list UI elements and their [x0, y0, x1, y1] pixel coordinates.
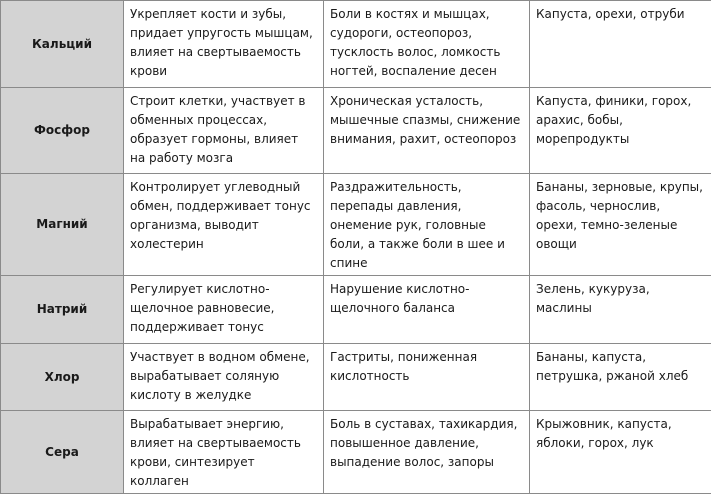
table-row [1, 344, 711, 411]
function-cell: Укрепляет кости и зубы, придает упругость мышцам, влияет на свертываемость крови [124, 1, 324, 88]
mineral-name-cell: Кальций [1, 1, 124, 88]
deficiency-cell: Хроническая усталость, мышечные спазмы, снижение внимания, рахит, остеопороз [324, 88, 530, 174]
products-cell: Крыжовник, капуста, яблоки, горох, лук [530, 411, 711, 494]
products-cell: Капуста, финики, горох, арахис, бобы, морепродукты [530, 88, 711, 174]
table-row [1, 276, 711, 344]
deficiency-cell: Боли в костях и мышцах, судороги, остеопороз, тусклость волос, ломкость ногтей, воспаление десен [324, 1, 530, 88]
mineral-name-cell: Хлор [1, 344, 124, 411]
table-row [1, 411, 711, 494]
mineral-name-cell: Сера [1, 411, 124, 494]
deficiency-cell: Боль в суставах, тахикардия, повышенное давление, выпадение волос, запоры [324, 411, 530, 494]
mineral-name-cell: Магний [1, 174, 124, 276]
products-cell: Капуста, орехи, отруби [530, 1, 711, 88]
function-cell: Вырабатывает энергию, влияет на свертываемость крови, синтезирует коллаген [124, 411, 324, 494]
products-cell: Бананы, капуста, петрушка, ржаной хлеб [530, 344, 711, 411]
products-cell: Зелень, кукуруза, маслины [530, 276, 711, 344]
mineral-name-cell: Натрий [1, 276, 124, 344]
mineral-name-cell: Фосфор [1, 88, 124, 174]
table-row [1, 174, 711, 276]
function-cell: Строит клетки, участвует в обменных процессах, образует гормоны, влияет на работу мозга [124, 88, 324, 174]
function-cell: Участвует в водном обмене, вырабатывает соляную кислоту в желудке [124, 344, 324, 411]
products-cell: Бананы, зерновые, крупы, фасоль, чернослив, орехи, темно-зеленые овощи [530, 174, 711, 276]
table-row [1, 1, 711, 88]
function-cell: Контролирует углеводный обмен, поддерживает тонус организма, выводит холестерин [124, 174, 324, 276]
deficiency-cell: Раздражительность, перепады давления, онемение рук, головные боли, а также боли в шее и спине [324, 174, 530, 276]
deficiency-cell: Гастриты, пониженная кислотность [324, 344, 530, 411]
function-cell: Регулирует кислотно-щелочное равновесие, поддерживает тонус [124, 276, 324, 344]
table-row [1, 88, 711, 174]
deficiency-cell: Нарушение кислотно-щелочного баланса [324, 276, 530, 344]
